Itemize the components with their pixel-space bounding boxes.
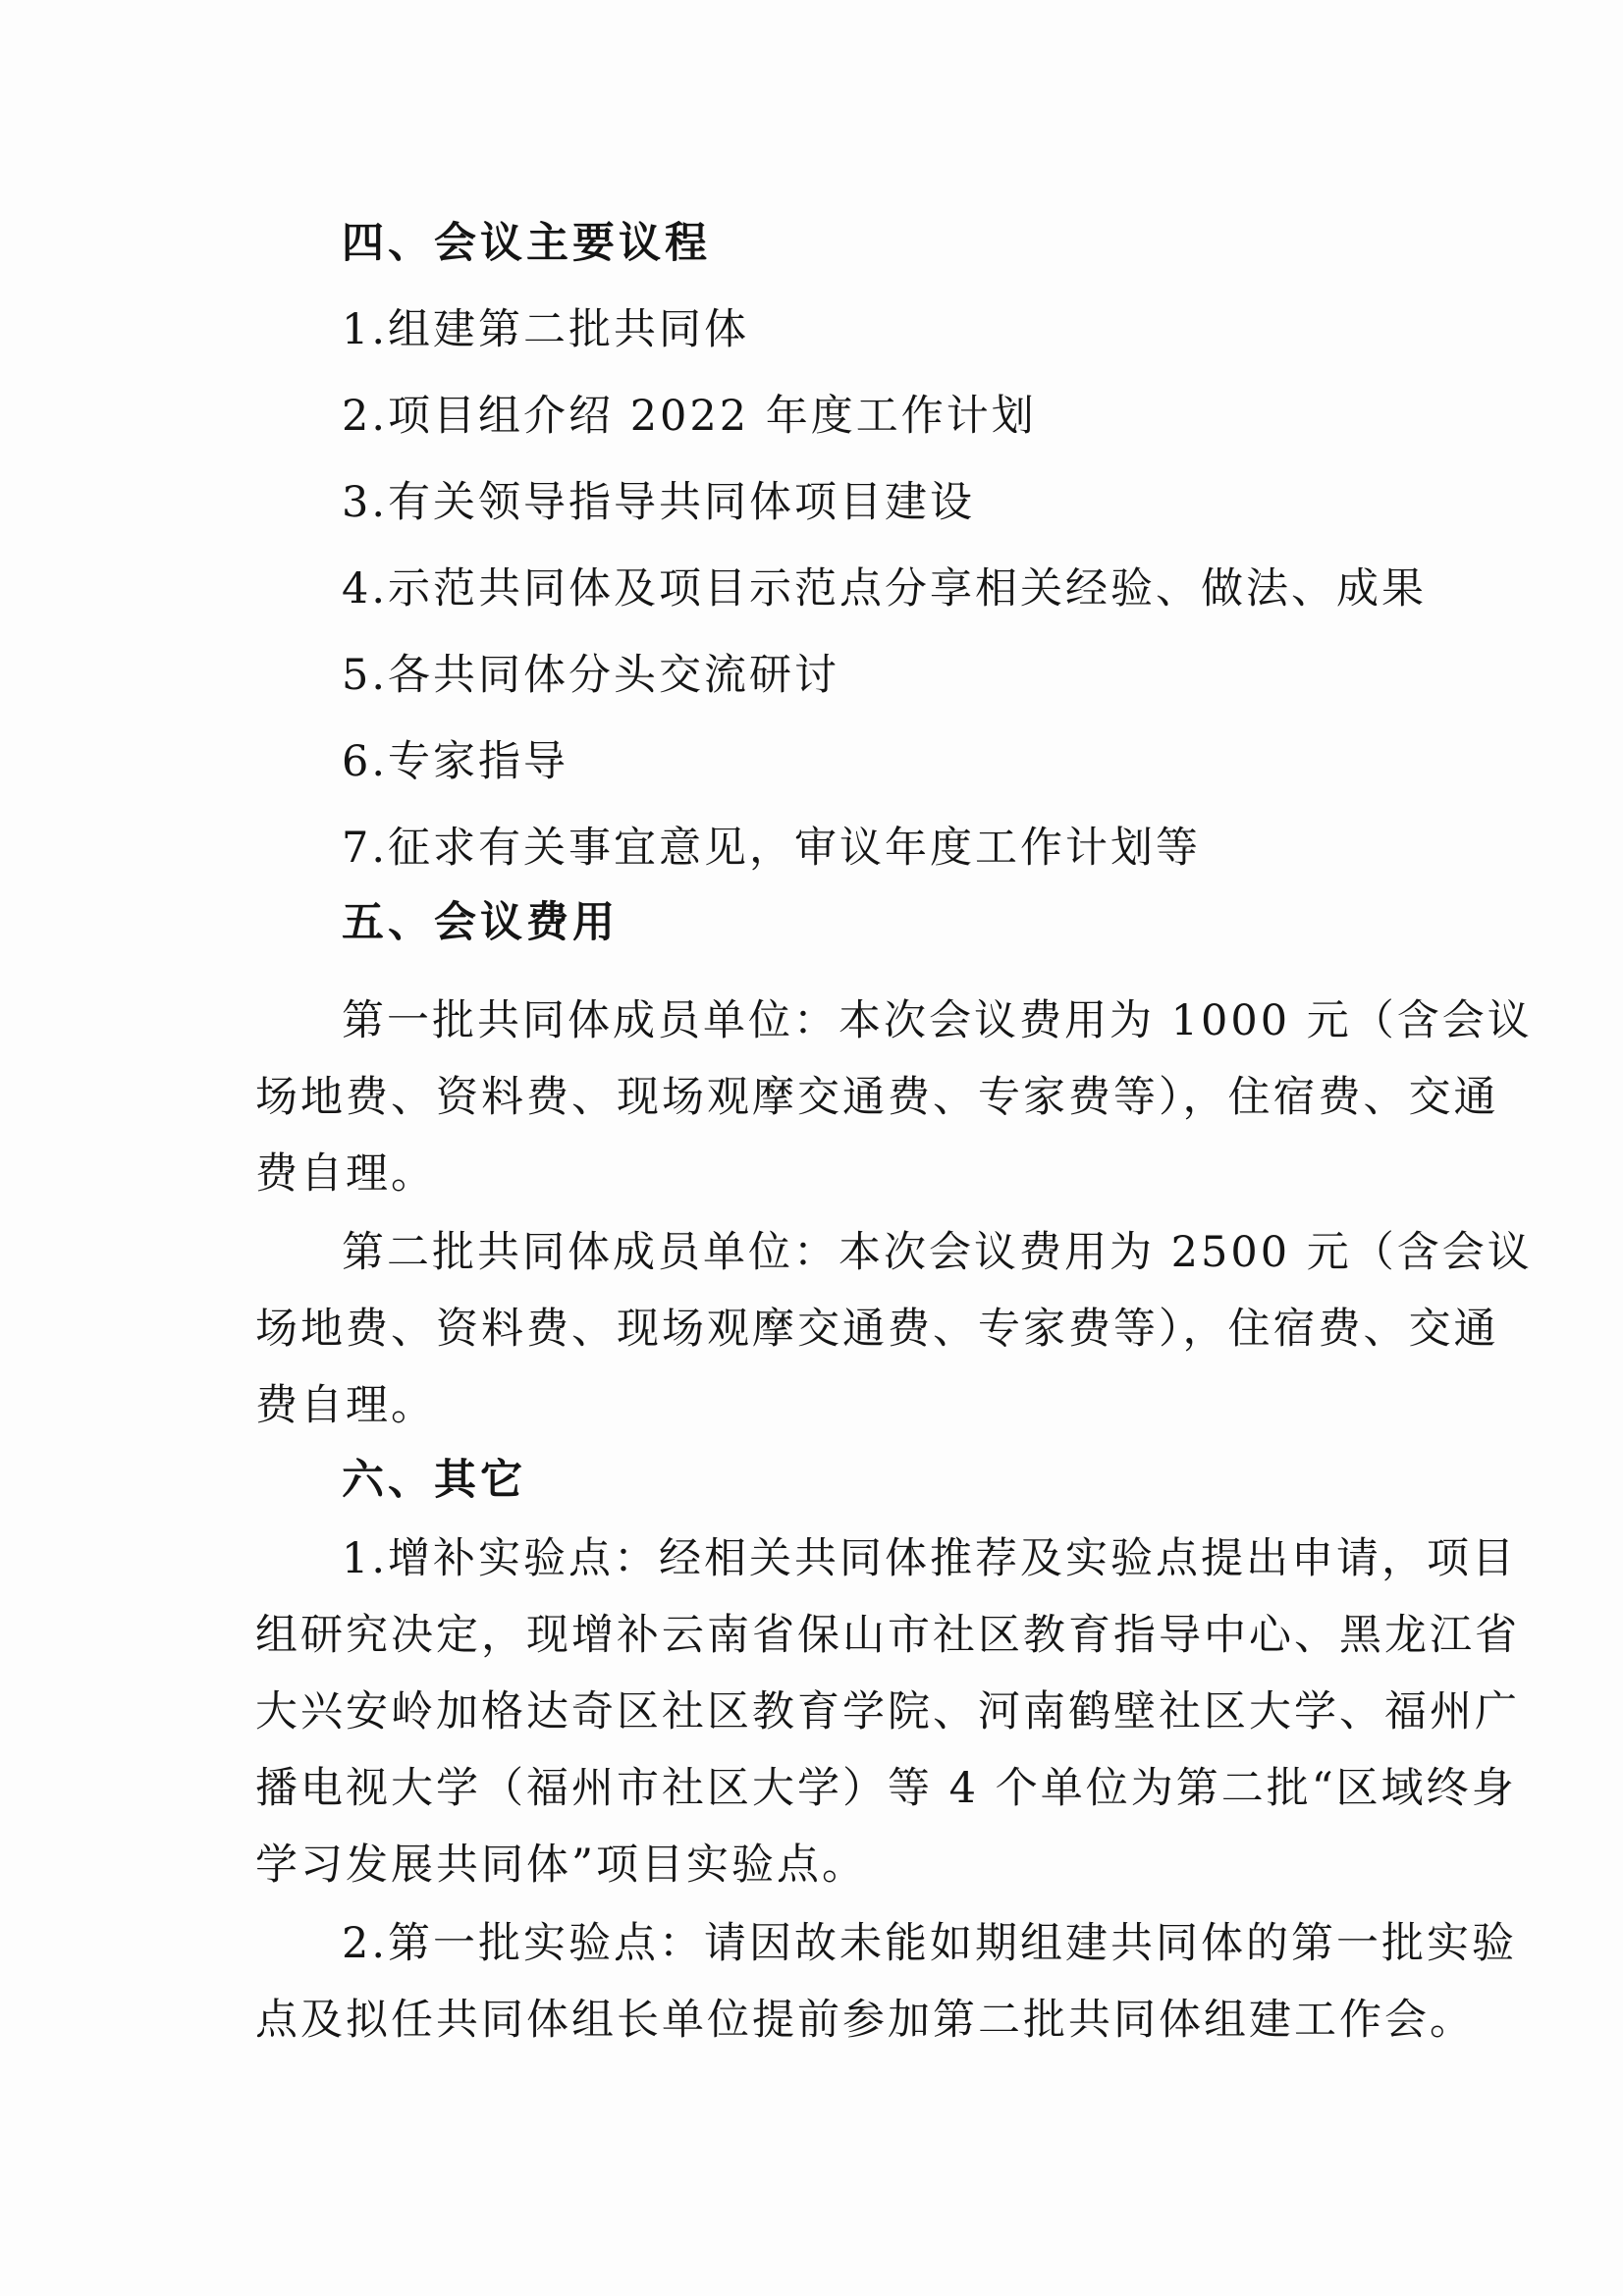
agenda-item: 4.示范共同体及项目示范点分享相关经验、做法、成果 — [342, 564, 1428, 614]
agenda-item: 5.各共同体分头交流研讨 — [342, 651, 840, 700]
agenda-item: 3.有关领导指导共同体项目建设 — [342, 478, 976, 527]
agenda-item: 7.征求有关事宜意见，审议年度工作计划等 — [342, 824, 1202, 873]
other-paragraph-line: 组研究决定，现增补云南省保山市社区教育指导中心、黑龙江省 — [255, 1611, 1520, 1660]
agenda-item: 1.组建第二批共同体 — [342, 305, 750, 354]
fees-paragraph-line: 第一批共同体成员单位：本次会议费用为 1000 元（含会议 — [342, 996, 1533, 1045]
fees-paragraph-line: 场地费、资料费、现场观摩交通费、专家费等），住宿费、交通 — [255, 1073, 1499, 1122]
section-heading-fees: 五、会议费用 — [342, 898, 619, 947]
fees-paragraph-line: 费自理。 — [255, 1381, 436, 1430]
agenda-item: 6.专家指导 — [342, 737, 569, 786]
other-paragraph-line: 1.增补实验点：经相关共同体推荐及实验点提出申请，项目 — [342, 1534, 1518, 1583]
fees-paragraph-line: 场地费、资料费、现场观摩交通费、专家费等），住宿费、交通 — [255, 1305, 1499, 1354]
section-heading-other: 六、其它 — [342, 1456, 526, 1505]
other-paragraph-line: 2.第一批实验点：请因故未能如期组建共同体的第一批实验 — [342, 1919, 1518, 1968]
other-paragraph-line: 点及拟任共同体组长单位提前参加第二批共同体组建工作会。 — [255, 1996, 1475, 2045]
fees-paragraph-line: 费自理。 — [255, 1149, 436, 1199]
fees-paragraph-line: 第二批共同体成员单位：本次会议费用为 2500 元（含会议 — [342, 1228, 1533, 1277]
agenda-item: 2.项目组介绍 2022 年度工作计划 — [342, 392, 1037, 441]
other-paragraph-line: 学习发展共同体”项目实验点。 — [255, 1841, 867, 1890]
other-paragraph-line: 大兴安岭加格达奇区社区教育学院、河南鹤壁社区大学、福州广 — [255, 1687, 1520, 1736]
section-heading-agenda: 四、会议主要议程 — [342, 219, 711, 268]
other-paragraph-line: 播电视大学（福州市社区大学）等 4 个单位为第二批“区域终身 — [255, 1764, 1517, 1813]
